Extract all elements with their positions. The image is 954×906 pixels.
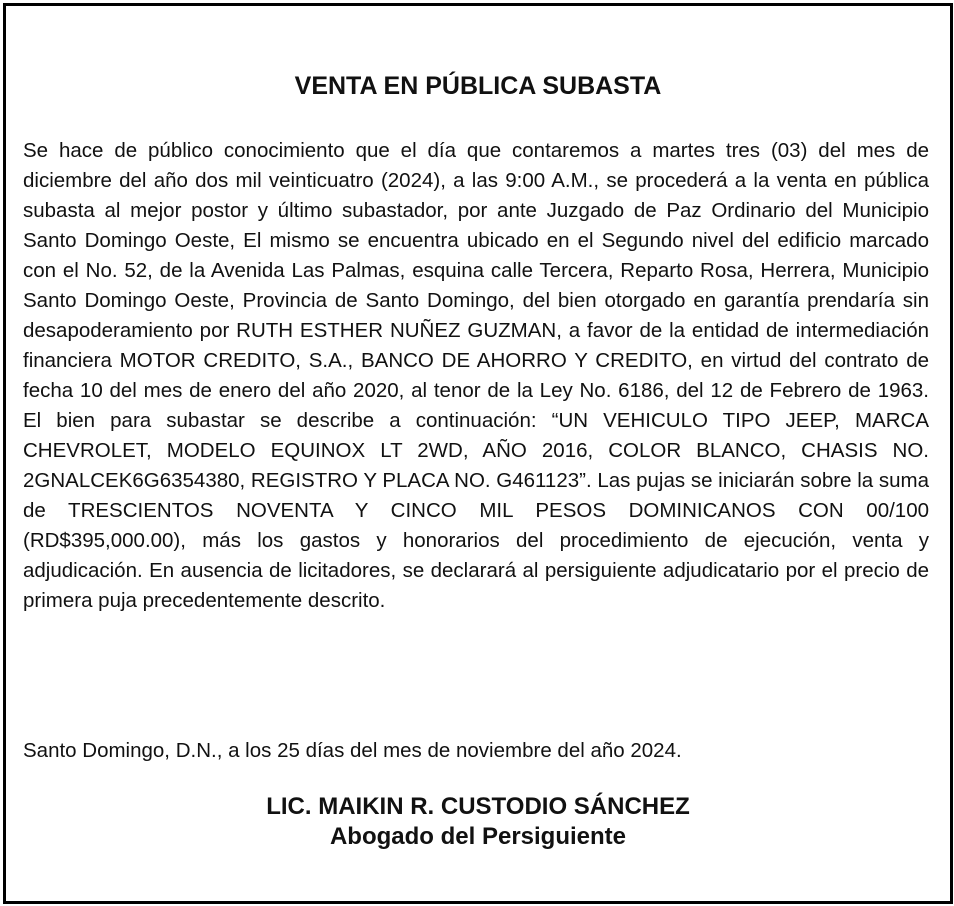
signature-role: Abogado del Persiguiente: [329, 823, 627, 850]
signature-name: LIC. MAIKIN R. CUSTODIO SÁNCHEZ: [266, 793, 690, 820]
notice-body: Se hace de público conocimiento que el día que contaremos a martes tres (03) del mes de diciembre del año dos mil veinticuatro (2024), a las 9:00 A.M., se procederá a la venta en pública subasta al mejor postor y último subastador, por ante Juzgado de Paz Ordinario del Municipio Santo Domingo Oeste, El mismo se encuentra ubicado en el Segundo nivel del edificio marcado con el No. 52, de la Avenida Las Palmas, esquina calle Tercera, Reparto Rosa, Herrera, Municipio Santo Domingo Oeste, Provincia de Santo Domingo, del bien otorgado en garantía prendaría sin desapoderamiento por RUTH ESTHER NUÑEZ GUZMAN, a favor de la entidad de intermediación financiera MOTOR CREDITO, S.A., BANCO DE AHORRO Y CREDITO, en virtud del contrato de fecha 10 del mes de enero del año 2020, al tenor de la Ley No. 6186, del 12 de Febrero de 1963. El bien para subastar se describe a continuación: “UN VEHICULO TIPO JEEP, MARCA CHEVROLET, MODELO EQUINOX LT 2WD, AÑO 2016, COLOR BLANCO, CHASIS NO. 2GNALCEK6G6354380, REGISTRO Y PLACA NO. G461123”. Las pujas se iniciarán sobre la suma de TRESCIENTOS NOVENTA Y CINCO MIL PESOS DOMINICANOS CON 00/100 (RD$395,000.00), más los gastos y honorarios del procedimiento de ejecución, venta y adjudicación. En ausencia de licitadores, se declarará al persiguiente adjudicatario por el precio de primera puja precedentemente descrito.: [23, 139, 929, 612]
signature-block: [6, 792, 950, 852]
notice-title: VENTA EN PÚBLICA SUBASTA: [294, 72, 662, 100]
legal-notice-box: [3, 3, 953, 904]
notice-date-line: Santo Domingo, D.N., a los 25 días del mes de noviembre del año 2024.: [23, 739, 682, 762]
